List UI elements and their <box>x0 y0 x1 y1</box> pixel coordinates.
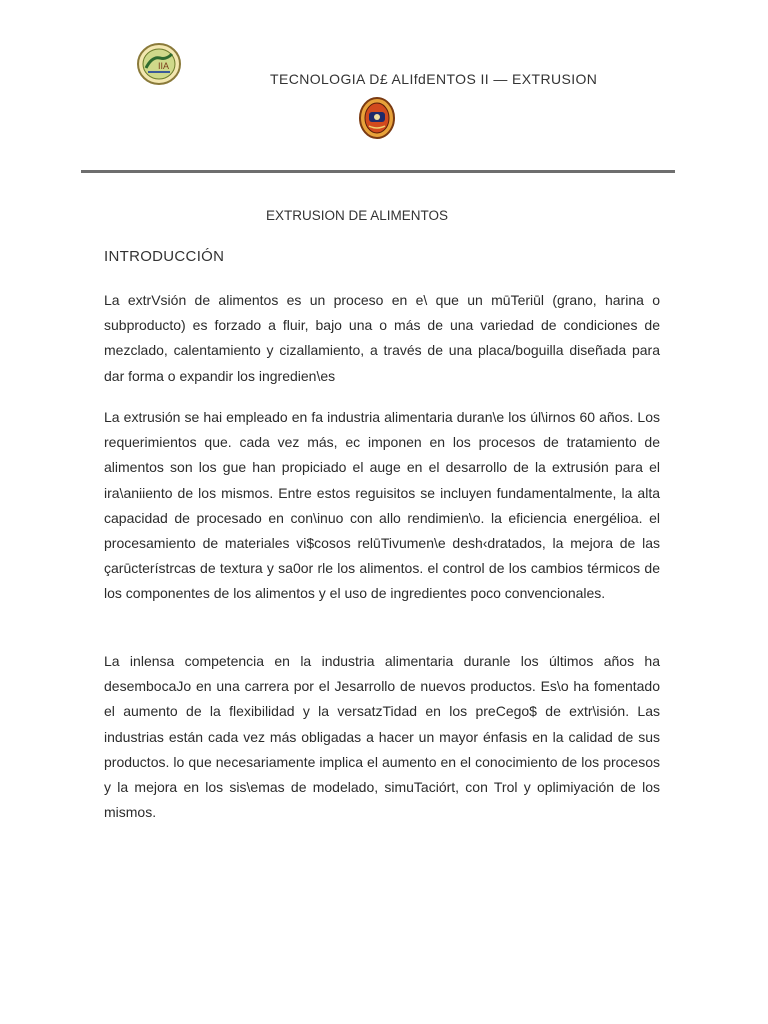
header-divider <box>81 170 675 173</box>
paragraph-3: La inlensa competencia en la industria alimentaria duranle los últimos años ha desembocaJo en una carrera por el Jesarrollo de nuevos productos. Es\o ha fomentado el aumento de la flexibilidad y la versatzTidad en los preCego$ de extr\isión. Las industrias están cada vez más obligadas a hacer un mayor énfasis en la calidad de sus productos. lo que necesariamente implica el aumento en el conocimiento de los procesos y la mejora en los sis\emas de modelado, simuTaciórt, con Trol y oplimiyación de los mismos. <box>104 653 660 821</box>
header-title: TECNOLOGIA D£ ALIfdENTOS II — EXTRUSION <box>270 71 598 87</box>
section-heading: INTRODUCCIÓN <box>104 248 225 265</box>
institute-logo <box>136 42 182 86</box>
document-title: EXTRUSION DE ALIMENTOS <box>266 208 449 223</box>
paragraph-1: La extrVsión de alimentos es un proceso en e\ que un mūTeriūl (grano, harina o subproducto) es forzado a fluir, bajo una o más de una variedad de condiciones de mezclado, calentamiento y cizallamiento, a través de una placa/boguilla diseñada para dar forma o expandir los ingredien\es <box>104 292 660 384</box>
university-seal <box>358 96 396 140</box>
svg-text:IIA: IIA <box>158 61 170 71</box>
paragraph-2: La extrusión se hai empleado en fa industria alimentaria duran\e los úl\irnos 60 años. Los requerimientos que. cada vez más, ec imponen en los procesos de tratamiento de alimentos son los gue han propiciado el auge en el desarrollo de la extrusión para el ira\aniiento de los mismos. Entre estos reguisitos se incluyen fundamentalmente, la alta capacidad de procesado en con\inuo con allo rendimien\o. la eficiencia energélioa. el procesamiento de materiales vi$cosos relūTivumen\e desh‹dratados, la mejora de las çarūcterístrcas de textura y sa0or rle los alimentos. el control de los cambios térmicos de los componentes de los alimentos y el uso de ingredientes poco convencionales. <box>104 409 660 602</box>
